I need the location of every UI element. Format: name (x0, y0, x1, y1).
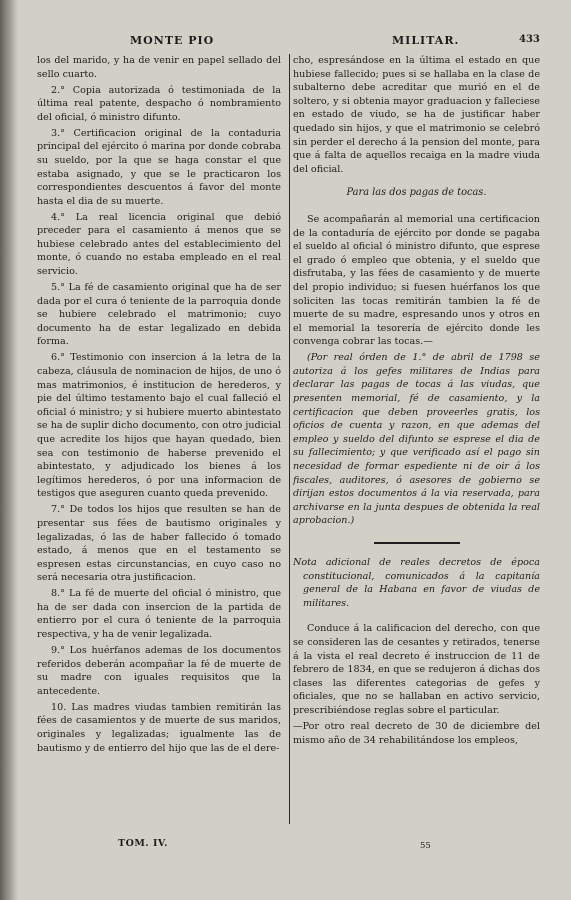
paragraph: los del marido, y ha de venir en papel sellado del sello cuarto. (37, 55, 281, 80)
section-subheading: Para las dos pagas de tocas. (346, 187, 487, 199)
paragraph: 4.° La real licencia original que debió preceder para el casamiento á menos que se hubiese celebrado antes del establecimiento del monte, ó cuando no estaba empleado en el real servicio. (37, 211, 281, 278)
paragraph: 3.° Certificacion original de la contaduria principal del ejército ó marina por donde cobraba su sueldo, por la que se haga constar el que estaba asignado, y que se le practicaron los correspondientes descuentos á favor del monte hasta el dia de su muerte. (37, 127, 281, 207)
royal-order-note: (Por real órden de 1.° de abril de 1798 se autoriza á los gefes militares de Indias para declarar las pagas de tocas á las viudas, que presenten memorial, fé de casamiento, y la certificacion que deben proveerles gratis, los oficios de cuenta y razon, en que ademas del empleo y sueldo del difunto se esprese el dia de su fallecimiento; y que verificado así el pago sin necesidad de formar espediente ni de oir á los fiscales, auditores, ó asesores de gobierno se dirijan estos documentos á la via reservada, para archivarse en la junta despues de obtenida la real aprobacion.) (293, 352, 540, 527)
page-number: 433 (519, 34, 540, 45)
paragraph: 8.° La fé de muerte del oficial ó ministro, que ha de ser dada con insercion de la partida de entierro por el cura ó teniente de la parroquia respectiva, y ha de venir legalizada. (37, 588, 281, 641)
running-head-right: MILITAR. (392, 34, 460, 47)
paragraph: Conduce á la calificacion del derecho, con que se consideren las de cesantes y retirados, tenerse á la vista el real decreto é instruccion de 11 de febrero de 1834, en que se redujeron á dichas dos clases las diferentes categorias de gefes y oficiales, que no se hallaban en activo servicio, prescribiéndose reglas sobre el particular. (293, 623, 540, 716)
running-head-left: MONTE PIO (130, 34, 215, 47)
paragraph: 2.° Copia autorizada ó testimoniada de la última real patente, despacho ó nombramiento del oficial, ó ministro difunto. (37, 84, 281, 123)
left-column (37, 54, 281, 829)
paragraph: 10. Las madres viudas tambien remitirán las fées de casamientos y de muerte de sus maridos, originales y legalizadas; igualmente las de bautismo y de entierro del hijo que las de el dere- (37, 701, 281, 754)
additional-note: Nota adicional de reales decretos de época constitucional, comunicados á la capitanía general de la Habana en favor de viudas de militares. (293, 556, 540, 609)
signature-mark: 55 (420, 841, 431, 851)
paragraph: Se acompañarán al memorial una certificacion de la contaduría de ejército por donde se pagaba el sueldo al oficial ó ministro difunto, que esprese el grado ó empleo que obtenia, y el sueldo que disfrutaba, y las fées de casamiento y de muerte del propio individuo; si fuesen huérfanos los que soliciten las tocas remitirán tambien la fé de muerte de su madre, espresando unos y otros en el memorial la tesorería de ejército donde les convenga cobrar las tocas.— (293, 213, 540, 348)
right-column (293, 54, 540, 829)
section-rule (374, 542, 460, 544)
paragraph: —Por otro real decreto de 30 de diciembre del mismo año de 34 rehabilitándose los empleos, (293, 720, 540, 746)
paragraph: cho, espresándose en la última el estado en que hubiese fallecido; pues si se hallaba en la clase de subalterno debe acreditar que murió en el de soltero, y si obtenia mayor graduacion y falleciese en estado de viudo, se ha de justificar haber quedado sin hijos, y que el matrimonio se celebró sin perder el derecho á la pension del monte, para que á falta de aquellos recaiga en la madre viuda del oficial. (293, 55, 540, 175)
paragraph: 5.° La fé de casamiento original que ha de ser dada por el cura ó teniente de la parroquia donde se hubiere celebrado el matrimonio; cuyo documento ha de estar legalizado en debida forma. (37, 282, 281, 348)
column-divider (289, 54, 290, 824)
paragraph: 6.° Testimonio con insercion á la letra de la cabeza, cláusula de nominacion de hijos, de uno ó mas matrimonios, é institucion de herederos, y pie del último testamento bajo el cual falleció el oficial ó ministro; y si hubiere muerto abintestato se ha de suplir dicho documento, con otro judicial que acredite los hijos que hayan quedado, bien sea con testimonio de haberse prevenido el abintestato, y adjudicado los bienes á los legítimos herederos, ó por una informacion de testigos que aseguren cuanto queda prevenido. (37, 352, 281, 500)
paragraph: 9.° Los huérfanos ademas de los documentos referidos deberán acompañar la fé de muerte de su madre con iguales requisitos que la antecedente. (37, 645, 281, 697)
volume-label: TOM. IV. (118, 838, 168, 849)
paragraph: 7.° De todos los hijos que resulten se han de presentar sus fées de bautismo originales y legalizadas, ó las de haber fallecido ó tomado estado, á menos que en el testamento se espresen estas circunstancias, en cuyo caso no será necesaria otra justificacion. (37, 504, 281, 584)
